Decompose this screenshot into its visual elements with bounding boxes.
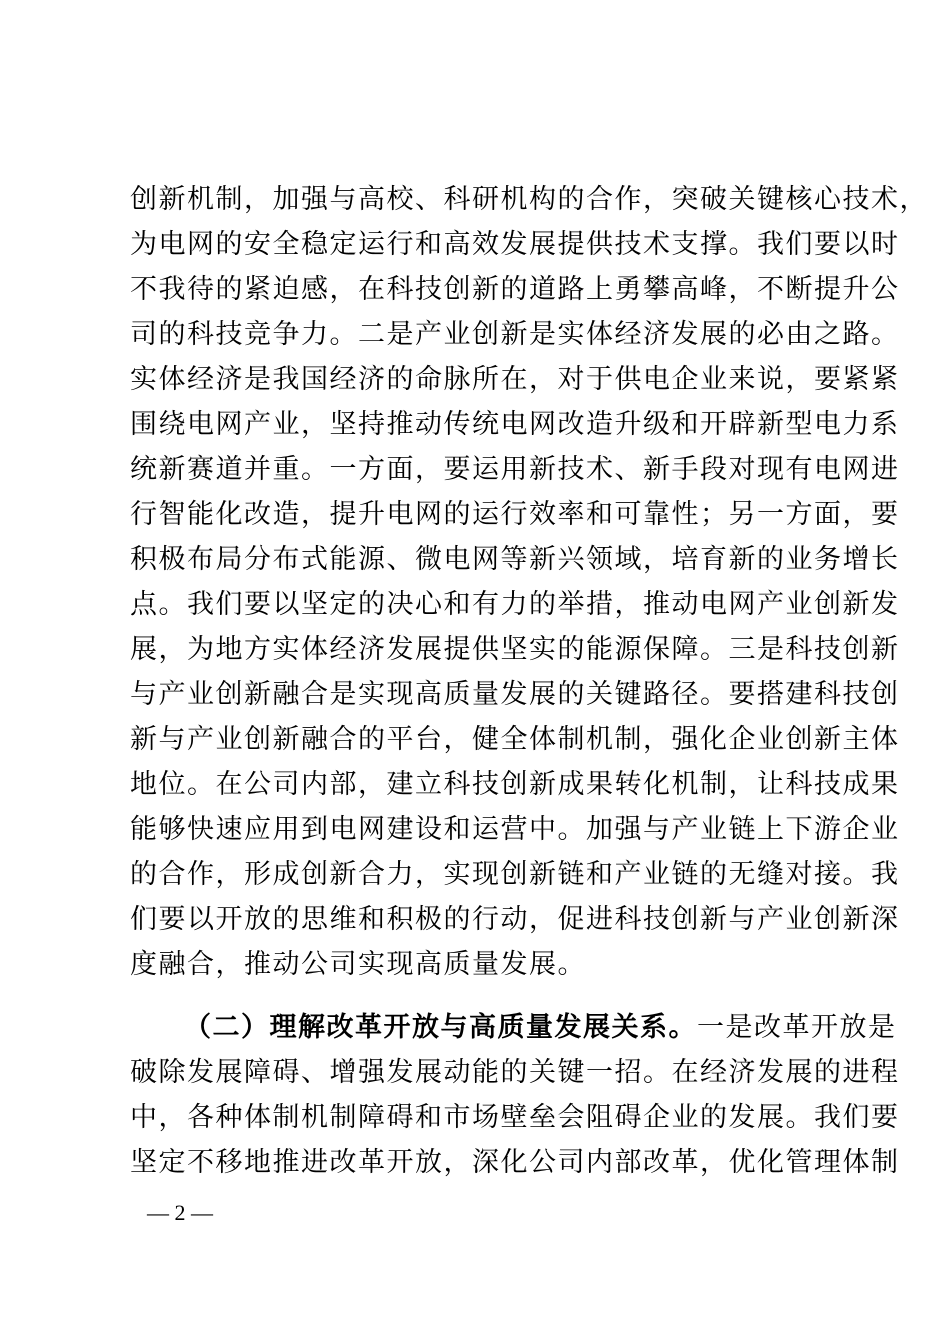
section-heading-continuation: 一是改革开放是 [697, 1012, 897, 1043]
paragraph-line: 积极布局分布式能源、微电网等新兴领域，培育新的业务增长 [130, 544, 900, 575]
paragraph-line: 新与产业创新融合的平台，健全体制机制，强化企业创新主体 [130, 724, 900, 755]
paragraph-line: 行智能化改造，提升电网的运行效率和可靠性；另一方面，要 [130, 499, 900, 530]
paragraph-line: 坚定不移地推进改革开放，深化公司内部改革，优化管理体制 [130, 1147, 900, 1178]
paragraph-line: 的合作，形成创新合力，实现创新链和产业链的无缝对接。我 [130, 859, 900, 890]
paragraph-line: 中，各种体制机制障碍和市场壁垒会阻碍企业的发展。我们要 [130, 1102, 900, 1133]
page-number: — 2 — [147, 1200, 213, 1225]
paragraph-line: 地位。在公司内部，建立科技创新成果转化机制，让科技成果 [130, 769, 900, 800]
paragraph-line: 度融合，推动公司实现高质量发展。 [130, 949, 586, 980]
paragraph-line: 创新机制，加强与高校、科研机构的合作，突破关键核心技术， [130, 184, 928, 215]
paragraph-line: 展，为地方实体经济发展提供坚实的能源保障。三是科技创新 [130, 634, 900, 665]
paragraph-line: 能够快速应用到电网建设和运营中。加强与产业链上下游企业 [130, 814, 900, 845]
paragraph-line: 们要以开放的思维和积极的行动，促进科技创新与产业创新深 [130, 904, 900, 935]
paragraph-line: 实体经济是我国经济的命脉所在，对于供电企业来说，要紧紧 [130, 364, 900, 395]
section-heading-line [184, 1008, 897, 1048]
paragraph-line: 不我待的紧迫感，在科技创新的道路上勇攀高峰，不断提升公 [130, 274, 900, 305]
paragraph-line: 统新赛道并重。一方面，要运用新技术、新手段对现有电网进 [130, 454, 900, 485]
paragraph-line: 围绕电网产业，坚持推动传统电网改造升级和开辟新型电力系 [130, 409, 900, 440]
paragraph-line: 司的科技竞争力。二是产业创新是实体经济发展的必由之路。 [130, 319, 900, 350]
paragraph-line: 点。我们要以坚定的决心和有力的举措，推动电网产业创新发 [130, 589, 900, 620]
section-heading: （二）理解改革开放与高质量发展关系。 [184, 1012, 697, 1043]
paragraph-line: 与产业创新融合是实现高质量发展的关键路径。要搭建科技创 [130, 679, 900, 710]
paragraph-line: 破除发展障碍、增强发展动能的关键一招。在经济发展的进程 [130, 1057, 900, 1088]
paragraph-line: 为电网的安全稳定运行和高效发展提供技术支撑。我们要以时 [130, 229, 900, 260]
